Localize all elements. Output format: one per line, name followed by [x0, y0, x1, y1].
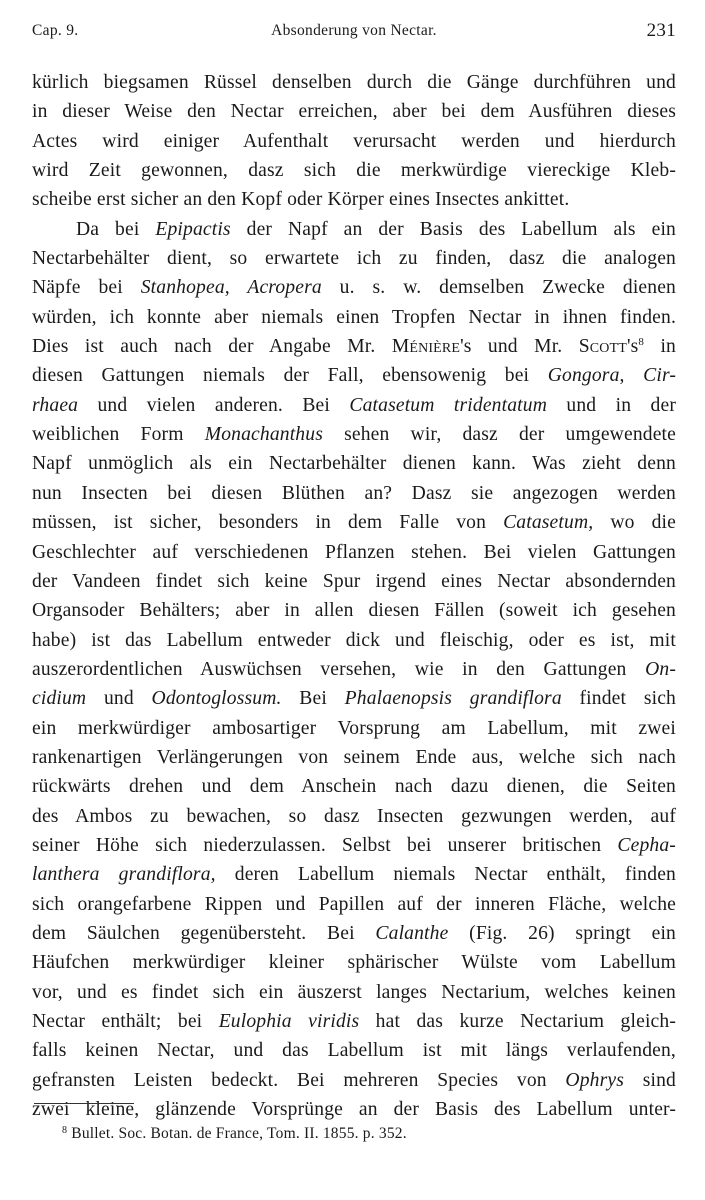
text-run: findet sich [561, 688, 676, 710]
text-run: ein merkwürdiger ambosartiger Vorsprung am Labellum, mit zwei [32, 717, 676, 739]
text-line [32, 449, 676, 478]
text-line [32, 420, 676, 449]
text-line [32, 831, 676, 860]
text-line [32, 303, 676, 332]
text-line [32, 332, 676, 361]
text-run: seiner Höhe sich niederzulassen. Selbst bei unserer britischen [32, 834, 618, 856]
text-run: sehen wir, dasz der umgewendete [322, 424, 676, 446]
text-run: in dieser Weise den Nectar erreichen, aber bei dem Ausführen dieses [32, 101, 676, 123]
text-run: habe) ist das Labellum entweder dick und fleischig, oder es ist, mit [32, 629, 676, 651]
italic-term: Epipactis [155, 218, 231, 240]
text-line [32, 508, 676, 537]
italic-term: rhaea [32, 394, 79, 416]
text-line [32, 860, 676, 889]
text-line [32, 185, 676, 214]
text-run: wo die [593, 512, 676, 534]
text-line [32, 68, 676, 97]
text-line [32, 391, 676, 420]
italic-term: Gongora [547, 365, 620, 387]
text-line [32, 978, 676, 1007]
text-line [32, 919, 676, 948]
text-run: Dies ist auch nach der Angabe Mr. [32, 336, 392, 358]
text-line [32, 772, 676, 801]
text-run: weiblichen Form [32, 424, 205, 446]
text-run: müssen, ist sicher, besonders in dem Falle von [32, 512, 504, 534]
text-run: gefransten Leisten bedeckt. Bei mehreren Species von [32, 1069, 566, 1091]
italic-term: cidium [32, 688, 87, 710]
text-run: würden, ich konnte aber niemals einen Tropfen Nectar in ihnen finden. [32, 306, 676, 328]
text-line [32, 567, 676, 596]
footnote-text: Bullet. Soc. Botan. de France, Tom. II. 1855. p. 352. [71, 1125, 407, 1142]
text-run: Napf unmöglich als ein Nectarbehälter dienen kann. Was zieht denn [32, 453, 676, 475]
text-line [32, 361, 676, 390]
running-title: Absonderung von Nectar. [271, 22, 437, 39]
text-line [32, 538, 676, 567]
text-run: Actes wird einiger Aufenthalt verursacht werden und hierdurch [32, 130, 676, 152]
text-run: rankenartigen Verlängerungen von seinem Ende aus, welche sich nach [32, 746, 676, 768]
text-run: falls keinen Nectar, und das Labellum ist mit längs verlaufenden, [32, 1040, 676, 1062]
italic-term: On- [645, 658, 676, 680]
text-line [32, 479, 676, 508]
italic-term: lanthera grandiflora, [32, 864, 216, 886]
text-run: Nectar enthält; bei [32, 1011, 219, 1032]
italic-term: Catasetum, [503, 512, 594, 534]
text-run: Da bei [76, 218, 156, 240]
text-run: wird Zeit gewonnen, dasz sich die merkwürdige viereckige Kleb- [32, 160, 676, 182]
text-run: und vielen anderen. Bei [78, 394, 350, 416]
text-run: 's und Mr. [460, 336, 579, 358]
text-run: hat das kurze Nectarium gleich- [359, 1011, 676, 1032]
text-run: deren Labellum niemals Nectar enthält, finden [215, 864, 676, 886]
text-run: 's [626, 336, 639, 358]
italic-term: Odontoglossum. [151, 688, 282, 710]
italic-term: Eulophia viridis [218, 1011, 360, 1032]
text-run: Geschlechter auf verschiedenen Pflanzen stehen. Bei vielen Gattungen [32, 541, 676, 563]
text-line [32, 244, 676, 273]
text-run: diesen Gattungen niemals der Fall, ebensowenig bei [32, 365, 548, 387]
text-line [32, 127, 676, 156]
text-line [32, 948, 676, 977]
footnote-rule [34, 1103, 134, 1104]
italic-term: Ophrys [565, 1069, 625, 1091]
text-run: und in der [547, 394, 676, 416]
text-run: des Ambos zu bewachen, so dasz Insecten gezwungen werden, auf [32, 805, 676, 827]
italic-term: Phalaenopsis grandiflora [344, 688, 562, 710]
italic-term: Cir- [643, 365, 676, 387]
text-line [32, 1095, 676, 1124]
text-run: und [86, 688, 152, 710]
text-run: kürlich biegsamen Rüssel denselben durch die Gänge durchführen und [32, 72, 676, 93]
running-header [32, 20, 676, 46]
text-line [32, 655, 676, 684]
footnote [62, 1125, 407, 1143]
text-line [32, 714, 676, 743]
text-run: vor, und es findet sich ein äuszerst langes Nectarium, welches keinen [32, 981, 676, 1003]
author-name: Ménière [391, 336, 461, 358]
chapter-label: Cap. 9. [32, 22, 79, 39]
text-run: zwei kleine, glänzende Vorsprünge an der Basis des Labellum unter- [32, 1099, 676, 1121]
text-line [32, 1036, 676, 1065]
text-line [32, 802, 676, 831]
text-line [32, 684, 676, 713]
text-line [32, 273, 676, 302]
text-run: auszerordentlichen Auswüchsen versehen, wie in den Gattungen [32, 658, 646, 680]
text-run: u. s. w. demselben Zwecke dienen [321, 277, 676, 299]
italic-term: Catasetum tridentatum [349, 394, 548, 416]
footnote-ref: 8 [638, 336, 645, 349]
text-run: (Fig. 26) springt ein [448, 922, 676, 944]
text-run: dem Säulchen gegenübersteht. Bei [32, 922, 376, 944]
text-line [32, 596, 676, 625]
text-line [32, 890, 676, 919]
text-run: Häufchen merkwürdiger kleiner sphärischer Wülste vom Labellum [32, 952, 676, 974]
text-run: , [619, 365, 644, 387]
page-number: 231 [646, 20, 676, 41]
text-run: rückwärts drehen und dem Anschein nach dazu dienen, die Seiten [32, 776, 676, 798]
text-run: in [644, 336, 676, 358]
text-run: Organsoder Behälters; aber in allen diesen Fällen (soweit ich gesehen [32, 600, 676, 622]
text-run: Nectarbehälter dient, so erwartete ich zu finden, dasz die analogen [32, 248, 676, 270]
footnote-mark: 8 [62, 1125, 68, 1136]
text-line [32, 1007, 676, 1036]
author-name: Scott [578, 336, 627, 358]
italic-term: Calanthe [375, 922, 449, 944]
text-run: nun Insecten bei diesen Blüthen an? Dasz sie angezogen werden [32, 482, 676, 504]
text-line [32, 215, 676, 244]
italic-term: Stanhopea, Acropera [140, 277, 322, 299]
text-run: sind [624, 1069, 676, 1091]
body-text [32, 68, 676, 1124]
text-line [32, 156, 676, 185]
text-line [32, 743, 676, 772]
text-run: scheibe erst sicher an den Kopf oder Körper eines Insectes ankittet. [32, 189, 570, 211]
text-run: sich orangefarbene Rippen und Papillen auf der inneren Fläche, welche [32, 893, 676, 915]
italic-term: Cepha- [617, 834, 676, 856]
italic-term: Monachanthus [204, 424, 323, 446]
text-line [32, 1066, 676, 1095]
text-run: Näpfe bei [32, 277, 141, 299]
text-run: der Napf an der Basis des Labellum als ein [230, 218, 676, 240]
text-line [32, 626, 676, 655]
text-run: Bei [281, 688, 345, 710]
text-line [32, 97, 676, 126]
text-run: der Vandeen findet sich keine Spur irgend eines Nectar absondernden [32, 570, 676, 592]
